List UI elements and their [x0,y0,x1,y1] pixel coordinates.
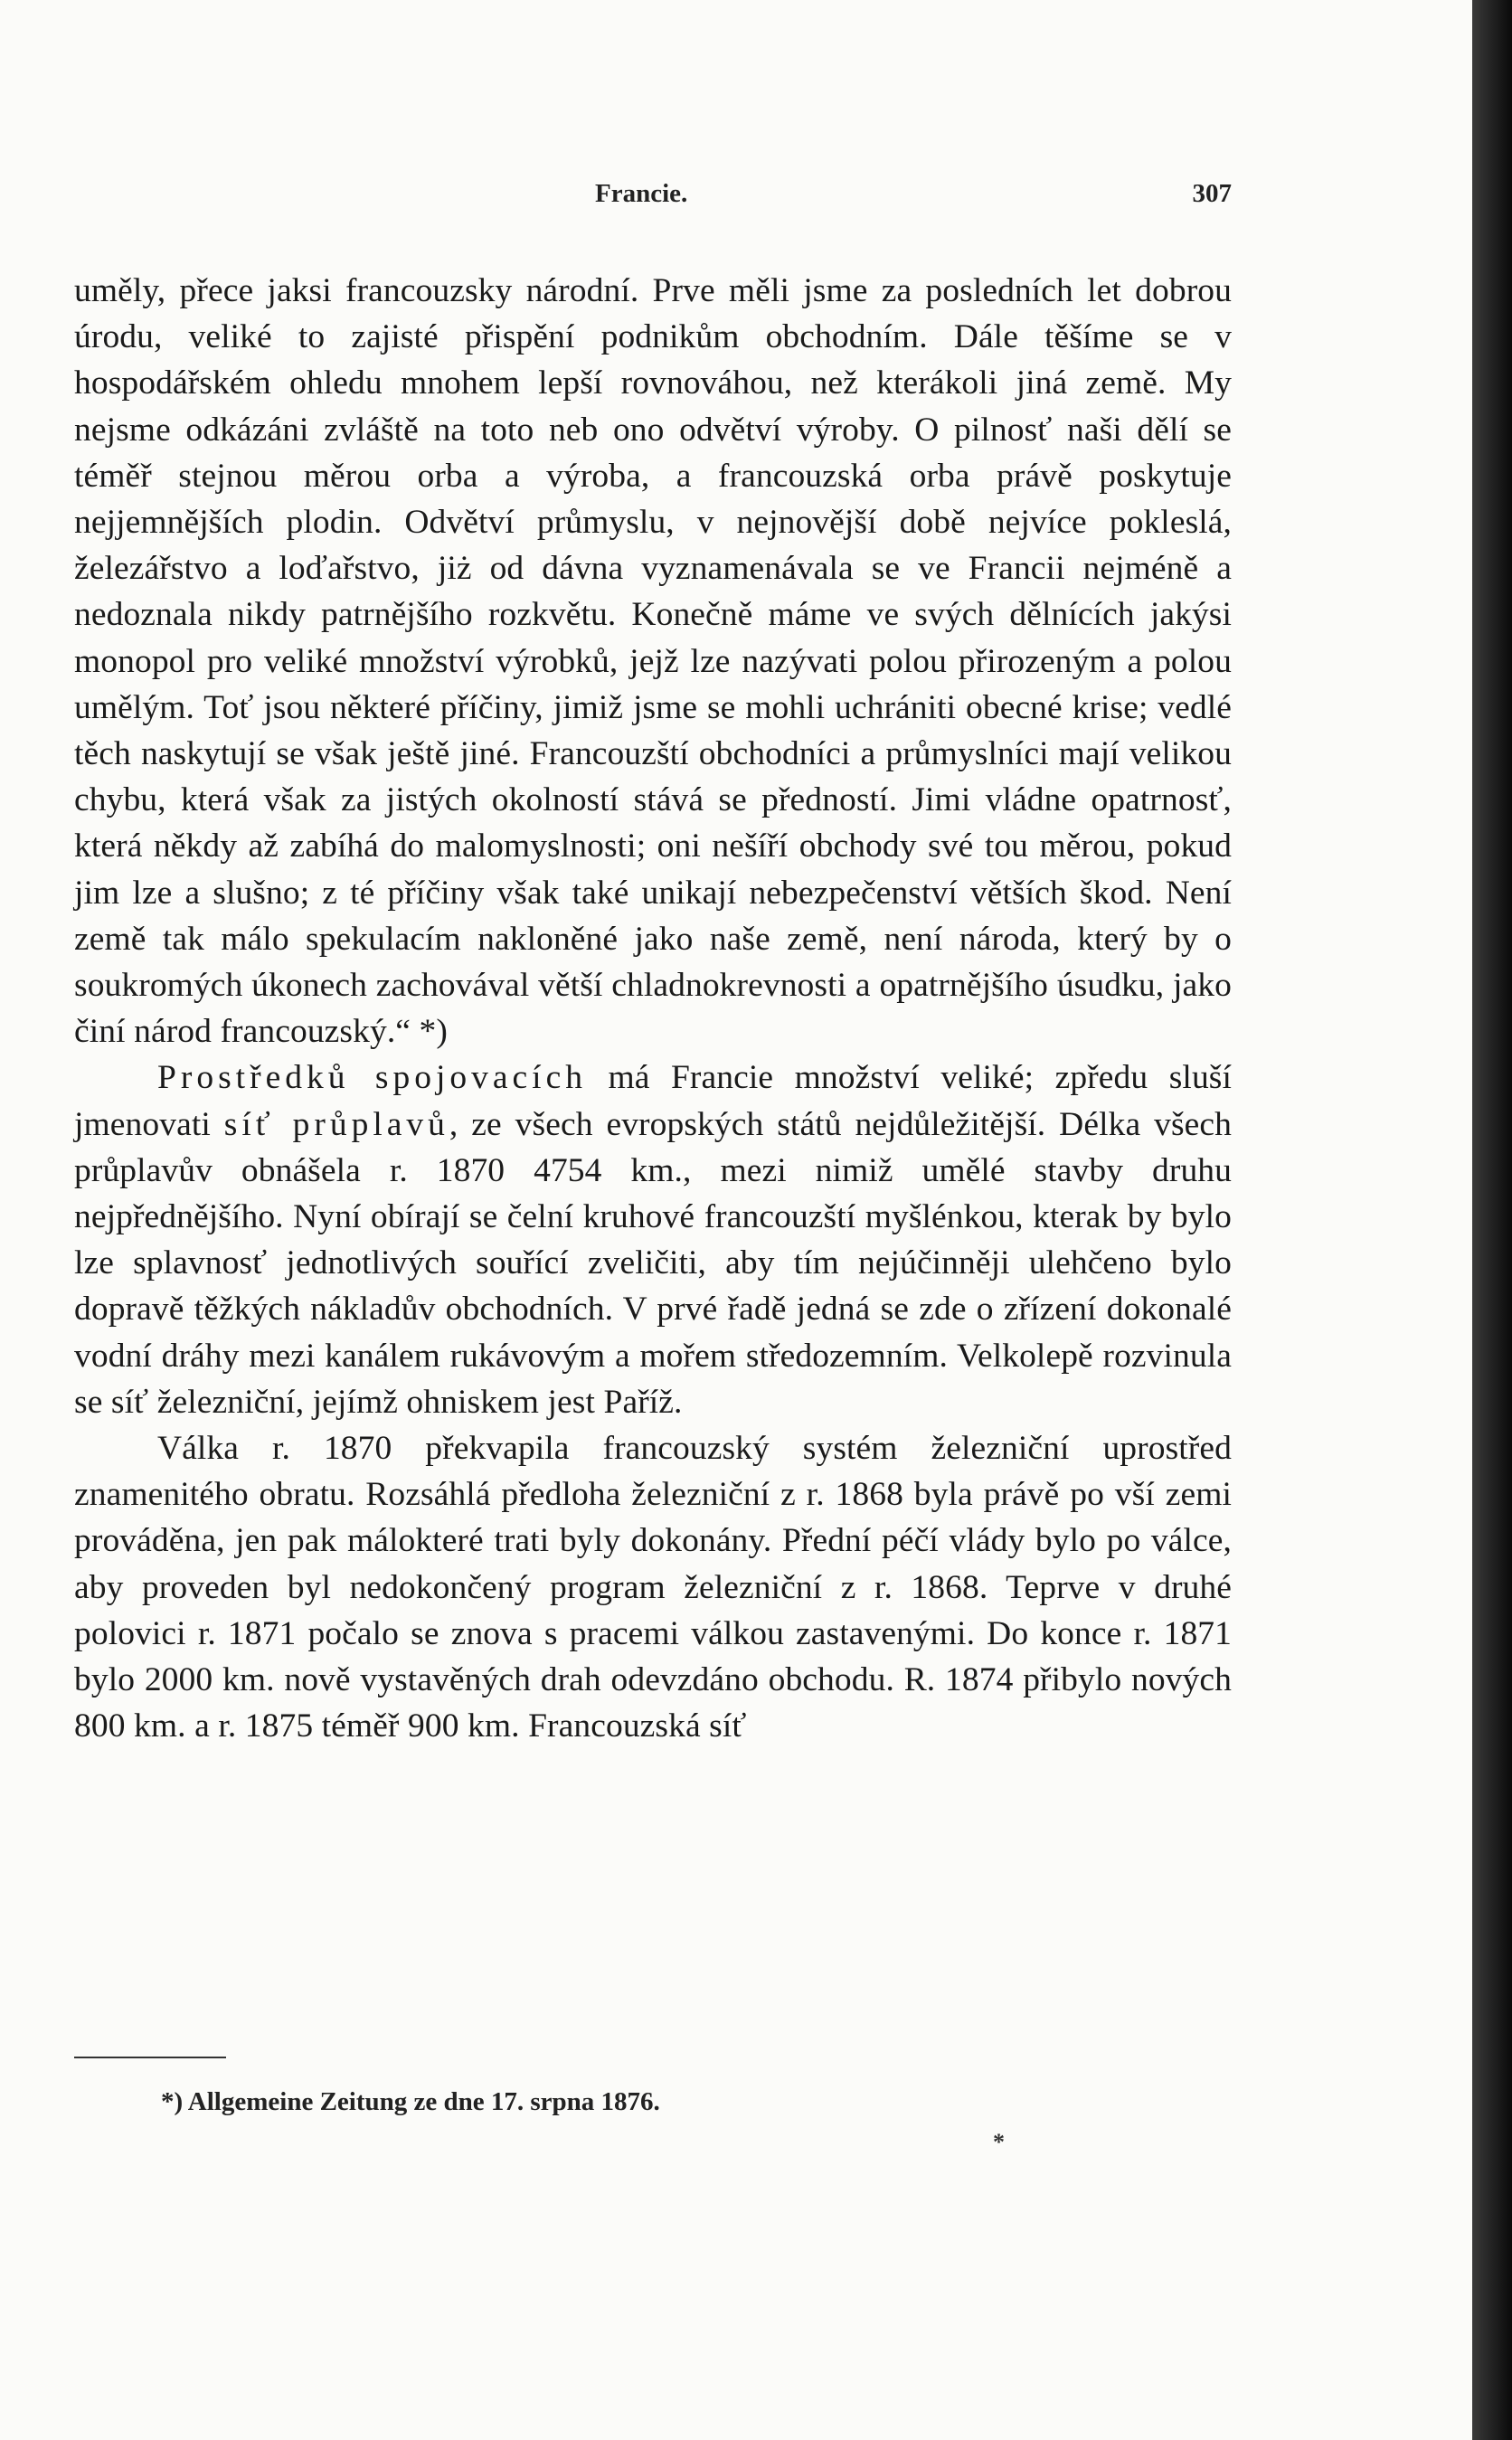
paragraph-1: uměly, přece jaksi francouzsky národní. Prve měli jsme za posledních let dobrou úrodu, veliké to zajisté přispění podnikům obchodním. Dále těšíme se v hospodářském ohledu mnohem lepší rovnováhou, než kterákoli jiná země. My nejsme odkázáni zvláště na toto neb ono odvětví výroby. O pilnosť naši dělí se téměř stejnou měrou orba a výroba, a francouzská orba právě poskytuje nejjemnějších plodin. Odvětví průmyslu, v nejnovější době nejvíce pokleslá, železářstvo a loďařstvo, jiż od dávna vyznamenávala se ve Francii nejméně a nedoznala nikdy patrnějšího rozkvětu. Konečně máme ve svých dělnících jakýsi monopol pro veliké množství výrobků, jejž lze nazývati polou přirozeným a polou umělým. Toť jsou některé příčiny, jimiž jsme se mohli uchrániti obecné krise; vedlé těch naskytují se však ještě jiné. Francouzští obchodníci a průmyslníci mají velikou chybu, která však za jistých okolností stává se předností. Jimi vládne opatrnosť, která někdy až zabíhá do malomyslnosti; oni nešíří obchody své tou měrou, pokud jim lze a slušno; z té příčiny však také unikají nebezpečenství větších škod. Není země tak málo spekulacím nakloněné jako naše země, není národa, který by o soukromých úkonech zachovával větší chladnokrevnosti a opatrnějšího úsudku, jako činí národ francouzský.“ *) [74,272,1232,1051]
paragraph-3: Válka r. 1870 překvapila francouzský systém železniční uprostřed znamenitého obratu. Rozsáhlá předloha železniční z r. 1868 byla právě po vší zemi prováděna, jen pak málokteré trati byly dokonány. Přední péčí vlády bylo po válce, aby proveden byl nedokončený program železniční z r. 1868. Teprve v druhé polovici r. 1871 počalo se znova s pracemi válkou zastavenými. Do konce r. 1871 bylo 2000 km. nově vystavěných drah odevzdáno obchodu. R. 1874 přibylo nových 800 km. a r. 1875 téměř 900 km. Francouzská síť [74,1430,1232,1745]
signature-mark: * [993,2129,1005,2155]
spaced-term: síť průplavů [223,1105,449,1143]
spaced-term: Prostředků spojovacích [157,1059,587,1097]
paragraph-text: , ze všech evropských států nejdůležitější. Délka všech průplavův obnášela r. 1870 4754 km., mezi nimiž umělé stavby druhu nejpřednějšího. Nyní obírají se čelní kruhové francouzští myšlénkou, kterak by bylo lze splavnosť jednotlivých souřící zveličiti, aby tím nejúčinněji ulehčeno bylo dopravě těžkých nákladův obchodních. V prvé řadě jedná se zde o zřízení dokonalé vodní dráhy mezi kanálem rukávovým a mořem středozemním. Velkolepě rozvinula se síť železniční, jejímž ohniskem jest Paříž. [74,1105,1232,1421]
footnote: *) Allgemeine Zeitung ze dne 17. srpna 1876. [161,2087,660,2116]
running-header [74,179,1232,215]
paragraph-2 [74,1054,1232,1425]
body-text [74,268,1232,1750]
paragraph-text: má Francie množství veliké; zpředu sluší jmenovati [74,1059,1233,1143]
page-number: 307 [1192,179,1232,208]
running-title: Francie. [595,179,688,208]
scan-edge [1472,0,1512,2440]
footnote-rule [74,2057,226,2058]
